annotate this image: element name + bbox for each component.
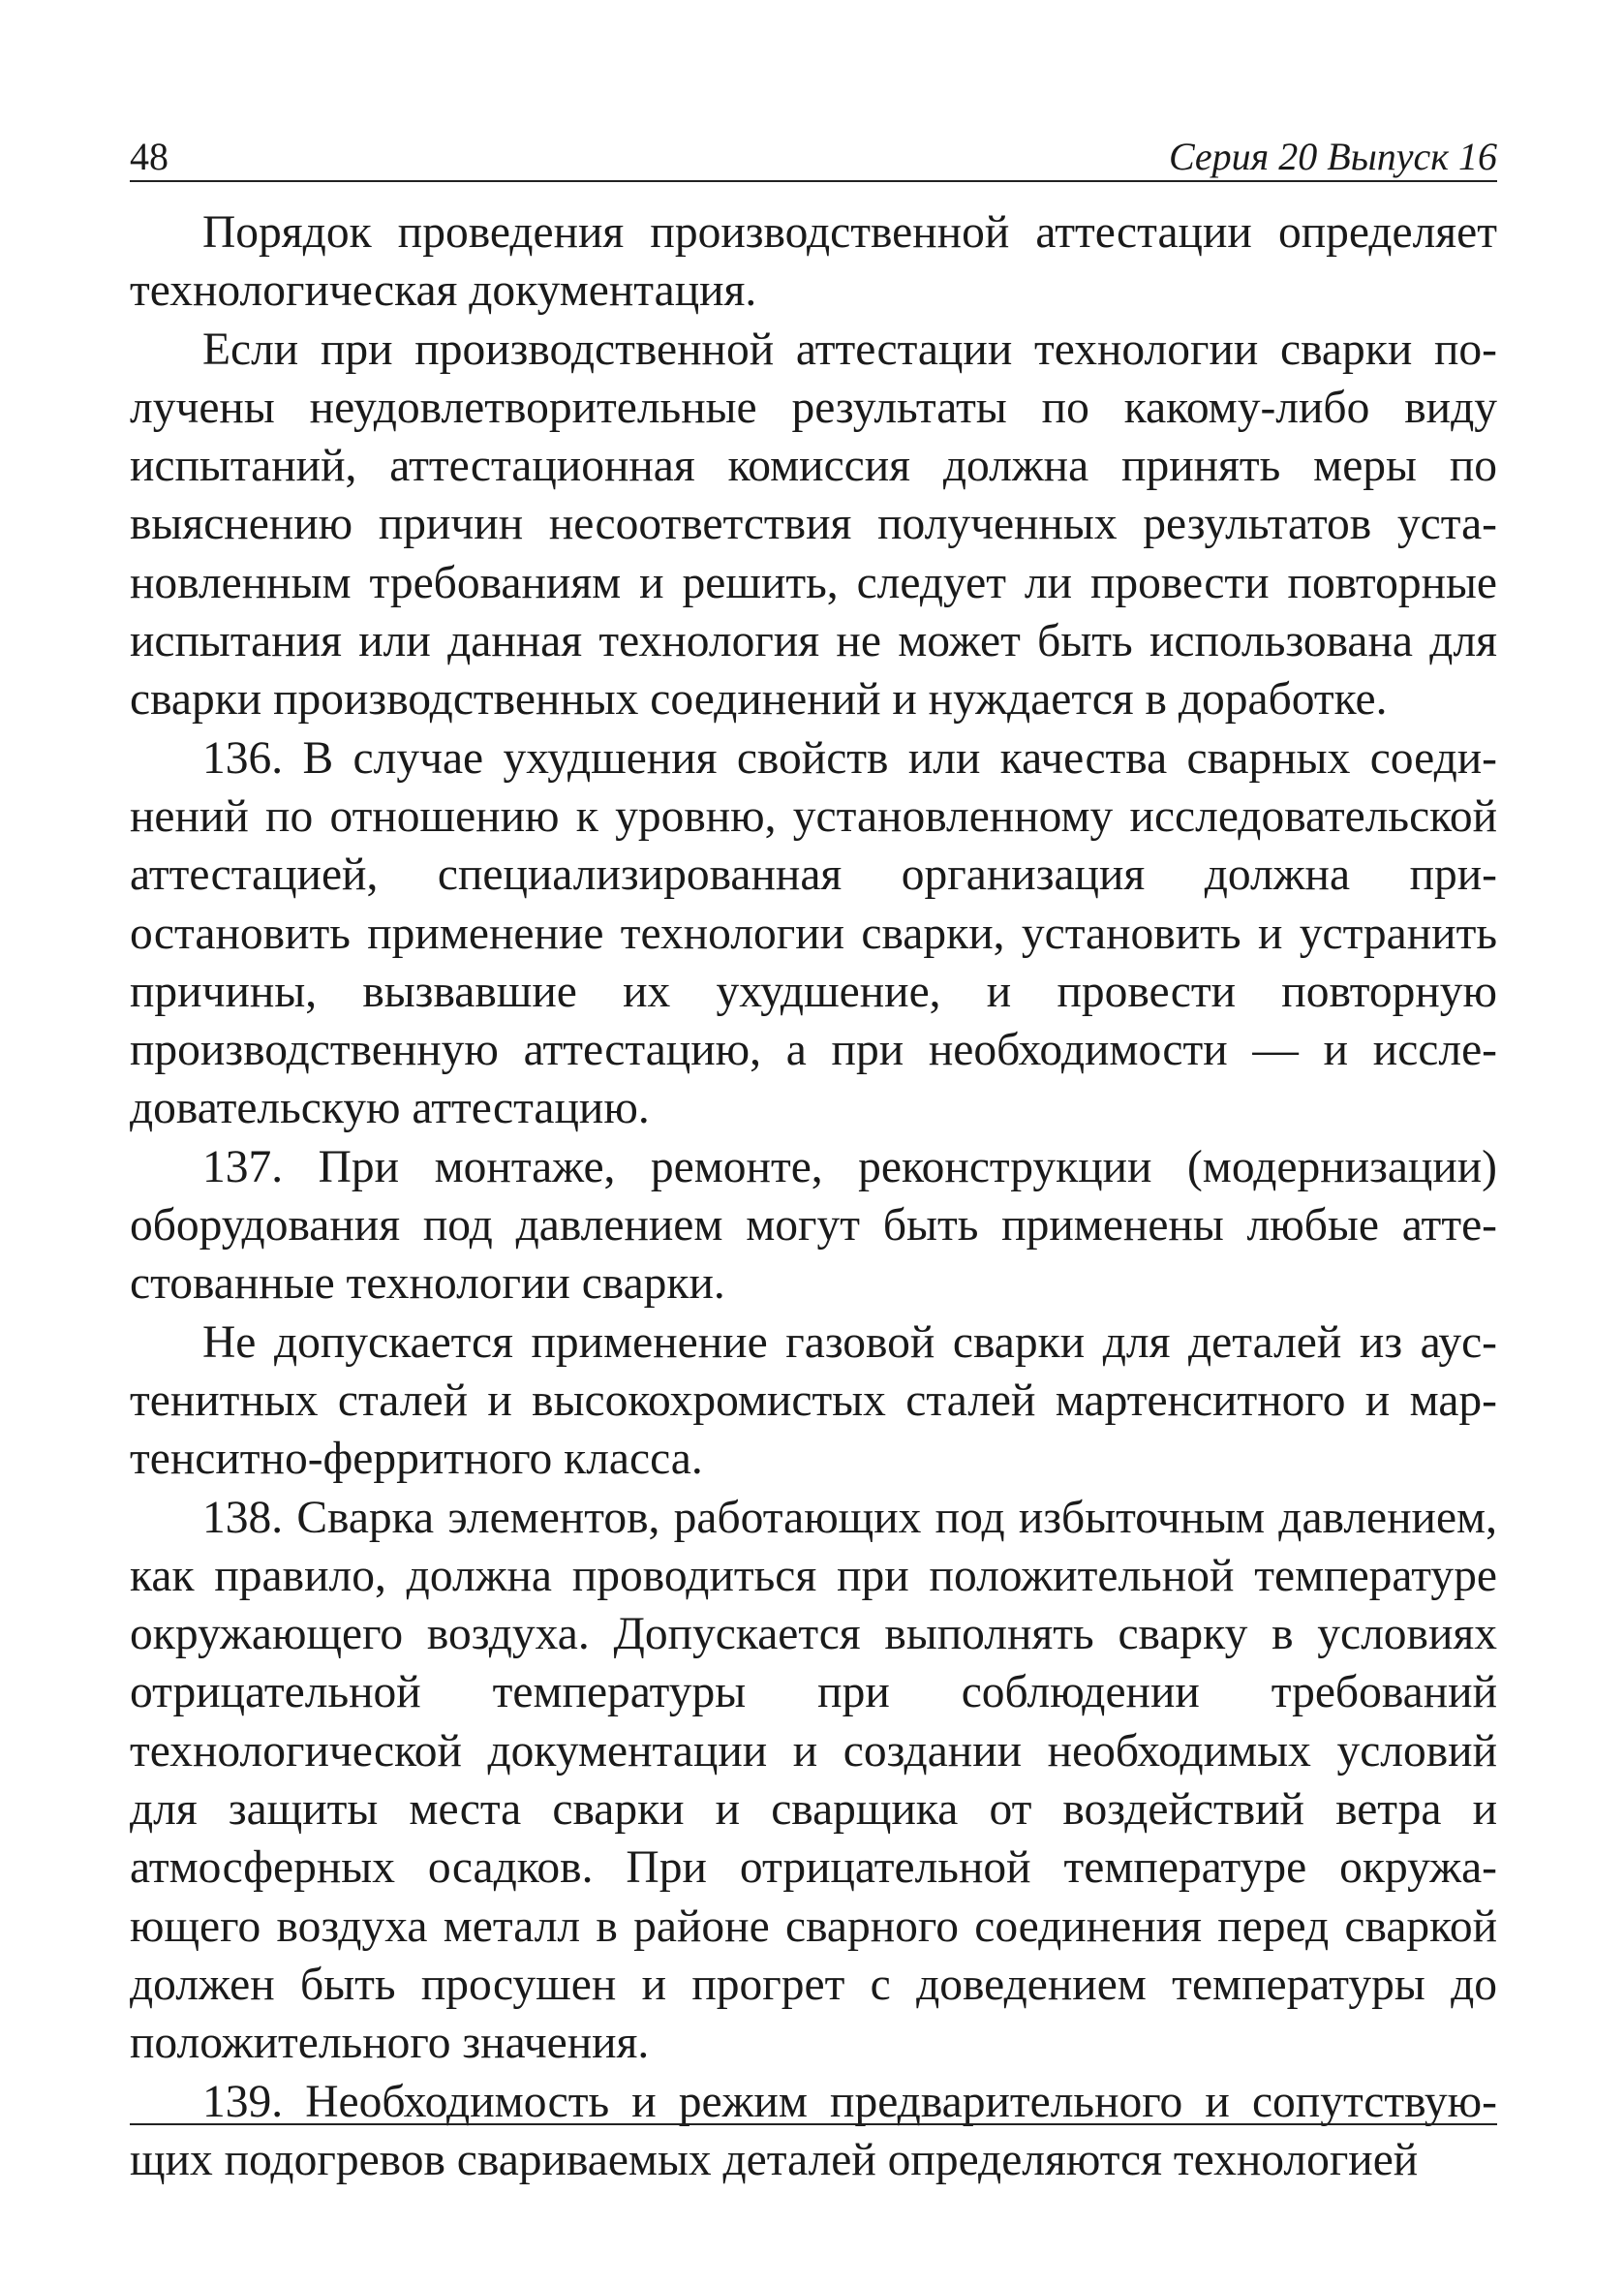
paragraph-item-137: 137. При монтаже, ремонте, реконструкции (модернизации) оборудования под давлением могут быть применены любые аттестованные технологии сварки. xyxy=(130,1141,1497,1310)
running-header xyxy=(130,126,1497,182)
document-page xyxy=(130,126,1497,2189)
paragraph-item-139: 139. Необходимость и режим предварительного и сопутствующих подогревов свариваемых деталей определяются технологией xyxy=(130,2076,1497,2185)
page-number: 48 xyxy=(130,135,169,178)
paragraph: Если при производственной аттестации технологии сварки получены неудовлетворительные результаты по какому-либо виду испытаний, аттестационная комиссия должна принять меры по выяснению причин несоответствия полученных результатов установленным требованиям и решить, следует ли провести повторные испытания или данная технология не может быть использована для сварки производственных соединений и нуждается в доработке. xyxy=(130,324,1497,726)
paragraph-item-136: 136. В случае ухудшения свойств или качества сварных соединений по отношению к уровню, установленному исследовательской аттестацией, специализированная организация должна приостановить применение технологии сварки, установить и устранить причины, вызвавшие их ухудшение, и провести повторную производственную аттестацию, а при необходимости — и исследовательскую аттестацию. xyxy=(130,732,1497,1134)
paragraph: Порядок проведения производственной аттестации определяет технологическая документация. xyxy=(130,207,1497,317)
series-title: Серия 20 Выпуск 16 xyxy=(1168,135,1497,178)
body-text xyxy=(130,203,1497,2189)
paragraph-item-138: 138. Сварка элементов, работающих под избыточным давлением, как правило, должна проводиться при положительной температуре окружающего воздуха. Допускается выполнять сварку в условиях отрицательной температуры при соблюдении требований технологической документации и создании необходимых условий для защиты места сварки и сварщика от воздействий ветра и атмосферных осадков. При отрицательной температуре окружающего воздуха металл в районе сварного соединения перед сваркой должен быть просушен и прогрет с доведением температуры до положительного значения. xyxy=(130,1492,1497,2069)
paragraph: Не допускается применение газовой сварки для деталей из аустенитных сталей и высокохромистых сталей мартенситного и мартенситно-ферритного класса. xyxy=(130,1316,1497,1485)
footer-divider xyxy=(130,2123,1497,2125)
